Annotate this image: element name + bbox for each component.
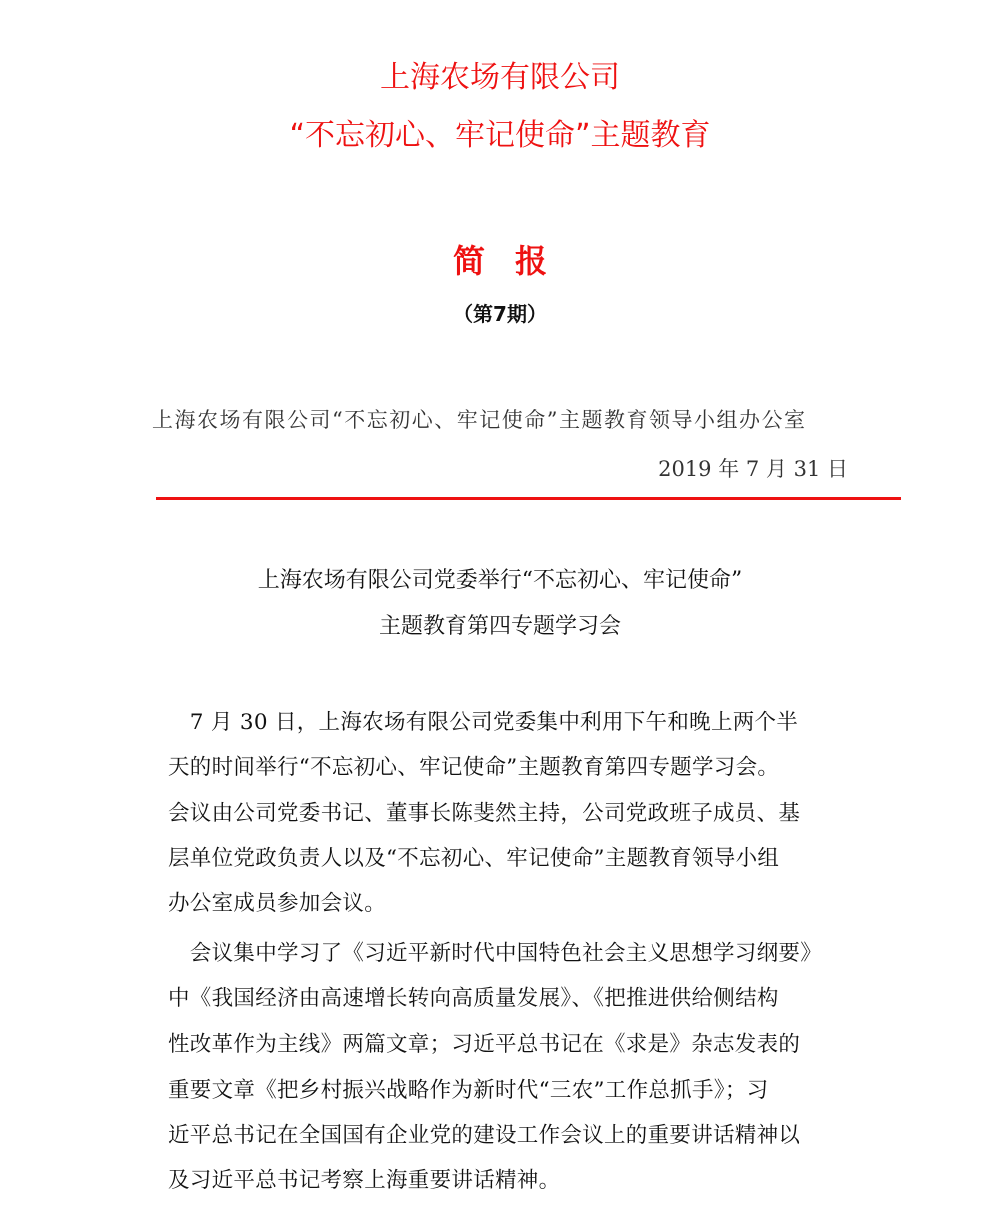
- header-theme: “不忘初心、牢记使命”主题教育: [289, 118, 711, 153]
- body-line: 及习近平总书记考察上海重要讲话精神。: [168, 1168, 561, 1193]
- article-title-line1: 上海农场有限公司党委举行“不忘初心、牢记使命”: [257, 568, 743, 593]
- body-line: 天的时间举行“不忘初心、牢记使命”主题教育第四专题学习会。: [168, 755, 780, 780]
- issuer-office: 上海农场有限公司“不忘初心、牢记使命”主题教育领导小组办公室: [152, 408, 807, 432]
- red-divider: [156, 497, 901, 500]
- body-line: 会议由公司党委书记、董事长陈斐然主持，公司党政班子成员、基: [168, 801, 801, 826]
- body-line: 层单位党政负责人以及“不忘初心、牢记使命”主题教育领导小组: [168, 846, 780, 871]
- body-line: 性改革作为主线》两篇文章；习近平总书记在《求是》杂志发表的: [168, 1032, 801, 1057]
- body-line: 办公室成员参加会议。: [168, 891, 387, 916]
- header-company: 上海农场有限公司: [380, 60, 620, 95]
- article-title-line2: 主题教育第四专题学习会: [378, 614, 621, 639]
- body-line: 中《我国经济由高速增长转向高质量发展》、《把推进供给侧结构: [168, 986, 779, 1011]
- issue-date: 2019 年 7 月 31 日: [658, 457, 848, 481]
- body-line: 重要文章《把乡村振兴战略作为新时代“三农”工作总抓手》；习: [168, 1078, 769, 1103]
- issue-number: （第7期）: [453, 302, 547, 326]
- doc-type-title: 简报: [452, 242, 577, 280]
- body-line: 会议集中学习了《习近平新时代中国特色社会主义思想学习纲要》: [168, 941, 823, 966]
- body-line: 近平总书记在全国国有企业党的建设工作会议上的重要讲话精神以: [168, 1123, 801, 1148]
- body-line: 7 月 30 日，上海农场有限公司党委集中利用下午和晚上两个半: [168, 710, 799, 735]
